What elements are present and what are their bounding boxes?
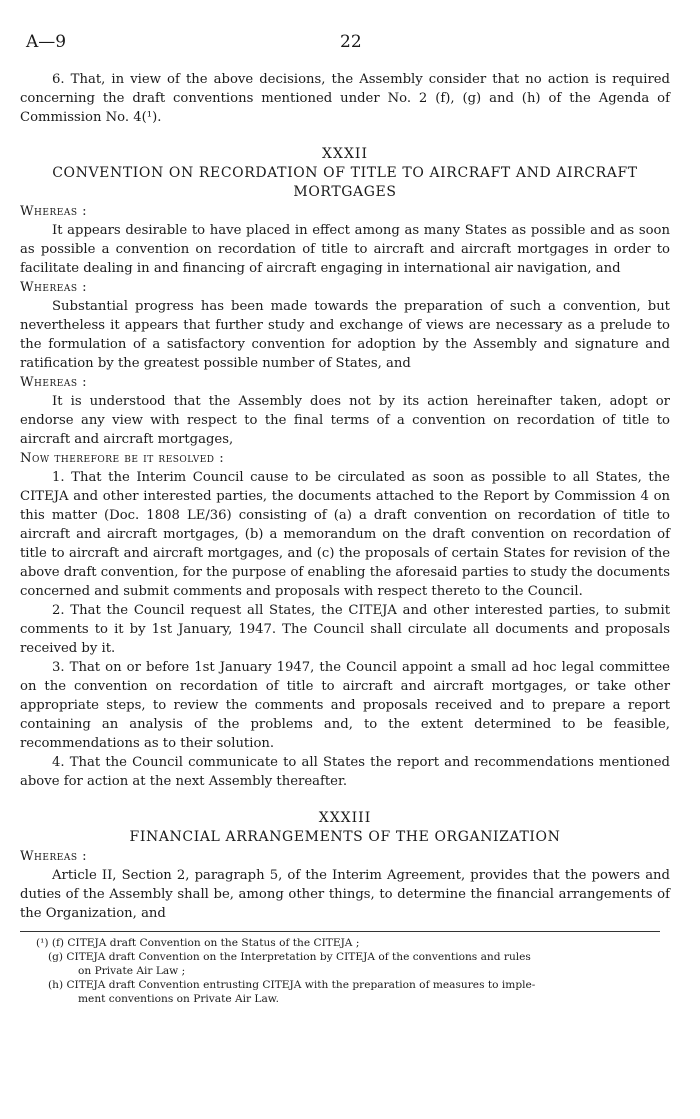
resolved-label: Now therefore be it resolved :: [20, 451, 225, 466]
resolution-item-4: 4. That the Council communicate to all States the report and recommendations mentioned above for action at the next Assembly thereafter.: [20, 755, 670, 789]
section-33-numeral: XXXIII: [318, 810, 372, 826]
intro-paragraph-6: 6. That, in view of the above decisions, the Assembly consider that no action is required concerning the draft conventions mentioned under No. 2 (f), (g) and (h) of the Agenda of Commission No. 4(¹).: [20, 72, 670, 125]
page-number: 22: [340, 32, 362, 52]
resolution-item-3: 3. That on or before 1st January 1947, the Council appoint a small ad hoc legal committee on the convention on recordation of title to aircraft and aircraft mortgages, or take other appropriate steps, to review the comments and proposals received and to prepare a report containing an analysis of the problems and, to the extent determined to be feasible, recommendations as to their solution.: [20, 660, 670, 751]
whereas-label: Whereas :: [20, 849, 88, 864]
document-body: [20, 70, 670, 1006]
whereas-label: Whereas :: [20, 280, 88, 295]
document-id: A—9: [26, 32, 67, 52]
whereas-paragraph: Substantial progress has been made towards the preparation of such a convention, but nevertheless it appears that further study and exchange of views are necessary as a prelude to the formulation of a satisfactory convention for adoption by the Assembly and signature and ratification by the greatest possible number of States, and: [20, 299, 670, 371]
footnote-f: (¹) (f) CITEJA draft Convention on the Status of the CITEJA ;: [36, 937, 360, 949]
page-header: [0, 32, 700, 54]
whereas-label: Whereas :: [20, 204, 88, 219]
section-32-numeral: XXXII: [322, 146, 368, 162]
footnotes: [20, 936, 670, 1006]
whereas-paragraph: It appears desirable to have placed in effect among as many States as possible and as soon as possible a convention on recordation of title to aircraft and aircraft mortgages in order to facilitate dealing in and financing of aircraft engaging in international air navigation, and: [20, 223, 670, 276]
footnote-g-continued: on Private Air Law ;: [78, 965, 186, 977]
section-33-title: FINANCIAL ARRANGEMENTS OF THE ORGANIZATION: [129, 829, 561, 845]
whereas-paragraph: It is understood that the Assembly does not by its action hereinafter taken, adopt or endorse any view with respect to the final terms of a convention on recordation of title to aircraft and aircraft mortgages,: [20, 394, 670, 447]
resolution-item-2: 2. That the Council request all States, the CITEJA and other interested parties, to submit comments to it by 1st January, 1947. The Council shall circulate all documents and proposals received by it.: [20, 603, 670, 656]
section-32-title: CONVENTION ON RECORDATION OF TITLE TO AIRCRAFT AND AIRCRAFT MORTGAGES: [52, 165, 638, 200]
footnote-divider: [20, 931, 660, 932]
whereas-paragraph: Article II, Section 2, paragraph 5, of the Interim Agreement, provides that the powers and duties of the Assembly shall be, among other things, to determine the financial arrangements of the Organization, and: [20, 868, 670, 921]
footnote-h-continued: ment conventions on Private Air Law.: [78, 993, 279, 1005]
resolution-item-1: 1. That the Interim Council cause to be circulated as soon as possible to all States, the CITEJA and other interested parties, the documents attached to the Report by Commission 4 on this matter (Doc. 1808 LE/36) consisting of (a) a draft convention on recordation of title to aircraft and aircraft mortgages, (b) a memorandum on the draft convention on recordation of title to aircraft and aircraft mortgages, and (c) the proposals of certain States for revision of the above draft convention, for the purpose of enabling the aforesaid parties to study the documents concerned and submit comments and proposals with respect thereto to the Council.: [20, 470, 670, 599]
whereas-label: Whereas :: [20, 375, 88, 390]
footnote-g: (g) CITEJA draft Convention on the Interpretation by CITEJA of the conventions and rules: [48, 951, 531, 963]
footnote-h: (h) CITEJA draft Convention entrusting CITEJA with the preparation of measures to imple-: [48, 979, 536, 991]
